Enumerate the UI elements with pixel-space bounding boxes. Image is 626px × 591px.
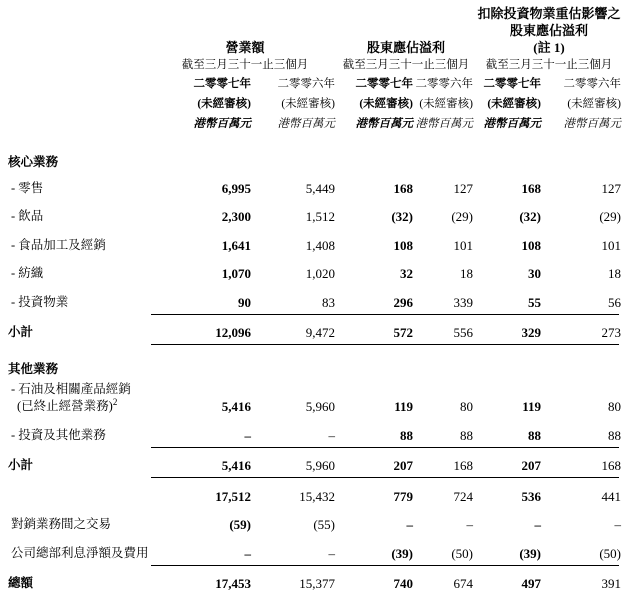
value-cell: 88 [400, 427, 413, 443]
value-cell: 88 [460, 427, 473, 443]
currency-unit-header: 港幣百萬元 [277, 118, 335, 130]
year-2007-header: 二零零七年 [483, 78, 541, 90]
unaudited-header: (未經審核) [281, 98, 335, 110]
value-cell: 101 [453, 237, 473, 253]
value-cell: 556 [453, 325, 473, 340]
table-row [3, 535, 623, 564]
value-cell: 119 [522, 399, 541, 414]
unaudited-header: (未經審核) [567, 98, 621, 110]
value-cell: 572 [393, 325, 413, 340]
value-cell: (29) [599, 209, 621, 224]
value-cell: 90 [238, 294, 251, 310]
value-cell: 1,070 [221, 266, 251, 281]
period-header: 截至三月三十一止三個月 [342, 59, 470, 71]
section-header-row [3, 357, 623, 377]
table-row [3, 170, 623, 199]
value-cell: (55) [313, 517, 335, 532]
row-label: - 零售 [11, 180, 44, 195]
table-row [3, 377, 623, 417]
year-2006-header: 二零零六年 [277, 78, 335, 90]
year-header-row [3, 74, 623, 94]
footnote-marker: 2 [112, 396, 118, 407]
value-cell: 127 [601, 180, 621, 196]
year-2006-header: 二零零六年 [563, 78, 621, 90]
value-cell: – [614, 517, 621, 532]
label-column-spacer [3, 114, 153, 134]
row-label: 小計 [8, 325, 34, 339]
value-cell: (39) [519, 545, 541, 561]
value-cell: 339 [453, 294, 473, 310]
row-label: - 飲品 [11, 209, 44, 223]
value-cell: 55 [528, 294, 541, 310]
row-label-line2: (已終止經營業務)$^2$ [17, 396, 118, 413]
table-row [3, 507, 623, 536]
unaudited-header: (未經審核) [197, 98, 251, 110]
value-cell: 18 [460, 266, 473, 281]
value-cell: 88 [528, 427, 541, 443]
value-cell: – [328, 545, 335, 561]
value-cell: (50) [599, 545, 621, 561]
label-column-spacer [3, 94, 153, 114]
value-cell: 101 [601, 237, 621, 253]
value-cell: 88 [608, 427, 621, 443]
currency-unit-header: 港幣百萬元 [355, 118, 413, 130]
value-cell: – [328, 427, 335, 443]
value-cell: 296 [393, 294, 413, 310]
period-header: 截至三月三十一止三個月 [485, 59, 613, 71]
value-cell: 17,512 [215, 488, 251, 504]
value-cell: 108 [521, 237, 541, 253]
table-row [3, 284, 623, 313]
year-2006-header: 二零零六年 [415, 78, 473, 90]
row-label: - 紡織 [11, 266, 44, 280]
value-cell: 17,453 [215, 576, 251, 591]
value-cell: 441 [601, 488, 621, 504]
currency-unit-header: 港幣百萬元 [415, 118, 473, 130]
value-cell: 674 [453, 576, 473, 591]
value-cell: 5,960 [305, 458, 335, 473]
value-cell: 15,432 [299, 488, 335, 504]
row-label: 公司總部利息淨額及費用 [11, 545, 149, 560]
value-cell: 168 [393, 180, 413, 196]
table-row [3, 478, 623, 507]
value-cell: 119 [394, 399, 413, 414]
value-cell: 5,449 [305, 180, 335, 196]
value-cell: 724 [453, 488, 473, 504]
label-column-spacer [3, 74, 153, 94]
row-label: - 食品加工及經銷 [11, 237, 106, 252]
table-row [3, 315, 623, 344]
period-header: 截至三月三十一止三個月 [181, 59, 309, 71]
value-cell: 32 [400, 266, 413, 281]
table-row [3, 448, 623, 477]
value-cell: 536 [521, 488, 541, 504]
column-group-titles [3, 4, 623, 56]
value-cell: 18 [608, 266, 621, 281]
label-column-spacer [3, 4, 153, 56]
value-cell: – [466, 517, 473, 532]
value-cell: 168 [521, 180, 541, 196]
section-header-row [3, 150, 623, 170]
value-cell: 6,995 [221, 180, 251, 196]
value-cell: (29) [451, 209, 473, 224]
value-cell: (39) [391, 545, 413, 561]
group-title-profit-attributable [337, 4, 475, 56]
row-label: - 投資及其他業務 [11, 427, 106, 442]
value-cell: (59) [229, 517, 251, 532]
unaudited-header: (未經審核) [487, 98, 541, 110]
value-cell: 391 [601, 576, 621, 591]
row-label: 小計 [8, 458, 34, 472]
value-cell: – [534, 517, 541, 532]
year-2007-header: 二零零七年 [193, 78, 251, 90]
row-label: 對銷業務間之交易 [11, 517, 112, 531]
value-cell: 83 [322, 294, 335, 310]
year-2007-header: 二零零七年 [355, 78, 413, 90]
row-label: 總額 [8, 576, 34, 590]
value-cell: 740 [393, 576, 413, 591]
subtotal-rule [151, 344, 619, 345]
currency-unit-header: 港幣百萬元 [563, 118, 621, 130]
table-row [3, 566, 623, 591]
value-cell: (50) [451, 545, 473, 561]
value-cell: 168 [601, 458, 621, 473]
value-cell: 2,300 [221, 209, 251, 224]
unaudited-header-row [3, 94, 623, 114]
group-title-line: 股東應佔溢利 [366, 40, 445, 55]
row-label: - 投資物業 [11, 294, 69, 309]
value-cell: 497 [521, 576, 541, 591]
value-cell: – [406, 517, 413, 532]
currency-unit-header-row [3, 114, 623, 134]
value-cell: 207 [393, 458, 413, 473]
table-body [3, 150, 623, 591]
value-cell: 1,512 [305, 209, 335, 224]
value-cell: 80 [460, 399, 473, 414]
value-cell: 80 [608, 399, 621, 414]
unaudited-header: (未經審核) [359, 98, 413, 110]
value-cell: 1,408 [305, 237, 335, 253]
value-cell: 207 [521, 458, 541, 473]
row-label: 核心業務 [8, 155, 59, 169]
table-row [3, 227, 623, 256]
value-cell: 168 [453, 458, 473, 473]
value-cell: 108 [393, 237, 413, 253]
value-cell: – [244, 545, 251, 561]
unaudited-header: (未經審核) [419, 98, 473, 110]
table-row [3, 256, 623, 285]
row-label-line1: - 石油及相關產品經銷 [11, 382, 131, 396]
period-header-row [3, 56, 623, 74]
row-label: 其他業務 [8, 362, 59, 376]
value-cell: 1,641 [221, 237, 251, 253]
group-title-profit-ex-revaluation [475, 4, 623, 56]
group-title-turnover [153, 4, 337, 56]
note-1-reference: (註 1) [533, 40, 565, 55]
row-label [3, 381, 153, 414]
value-cell: 12,096 [215, 325, 251, 340]
value-cell: 5,416 [221, 399, 251, 414]
value-cell: 329 [521, 325, 541, 340]
group-title-line: 營業額 [225, 40, 265, 55]
value-cell: 273 [601, 325, 621, 340]
value-cell: 779 [393, 488, 413, 504]
group-title-line: 股東應佔溢利 [509, 23, 588, 38]
group-title-line: 扣除投資物業重估影響之 [477, 6, 621, 21]
value-cell: 9,472 [305, 325, 335, 340]
value-cell: 5,960 [305, 399, 335, 414]
label-column-spacer [3, 56, 153, 74]
table-row [3, 417, 623, 446]
value-cell: 56 [608, 294, 621, 310]
table-row [3, 199, 623, 228]
currency-unit-header: 港幣百萬元 [193, 118, 251, 130]
value-cell: 30 [528, 266, 541, 281]
value-cell: (32) [519, 209, 541, 224]
value-cell: (32) [391, 209, 413, 224]
currency-unit-header: 港幣百萬元 [483, 118, 541, 130]
value-cell: 127 [453, 180, 473, 196]
value-cell: 15,377 [299, 576, 335, 591]
value-cell: – [244, 427, 251, 443]
value-cell: 5,416 [221, 458, 251, 473]
value-cell: 1,020 [305, 266, 335, 281]
